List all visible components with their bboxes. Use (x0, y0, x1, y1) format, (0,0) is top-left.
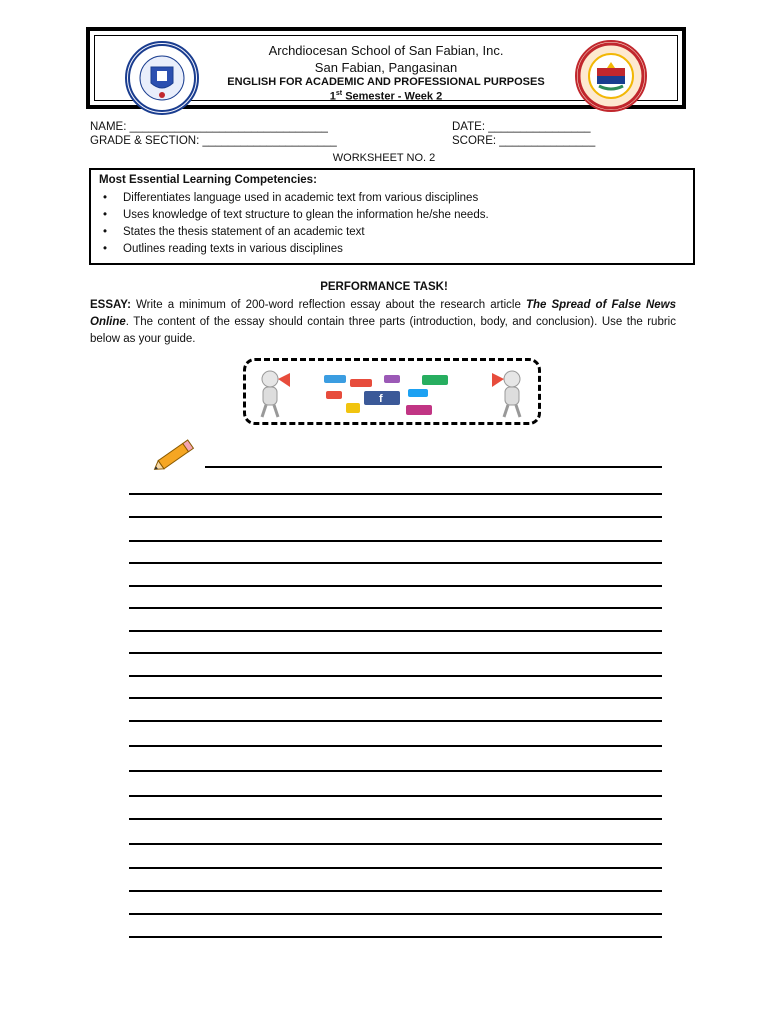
writing-line[interactable] (129, 652, 662, 654)
writing-line[interactable] (129, 540, 662, 542)
writing-line[interactable] (129, 913, 662, 915)
date-field[interactable]: DATE: ________________ (452, 121, 591, 133)
writing-line[interactable] (129, 867, 662, 869)
svg-text:f: f (379, 393, 383, 405)
pencil-icon (150, 433, 200, 477)
writing-line[interactable] (129, 795, 662, 797)
score-field[interactable]: SCORE: _______________ (452, 135, 596, 147)
list-item: • Uses knowledge of text structure to glean the information he/she needs. (103, 209, 489, 221)
megaphone-person-icon (262, 371, 290, 417)
writing-line[interactable] (129, 630, 662, 632)
name-field[interactable]: NAME: _______________________________ (90, 121, 328, 133)
illustration-box (243, 358, 541, 425)
grade-section-field[interactable]: GRADE & SECTION: _____________________ (90, 135, 337, 147)
worksheet-title: WORKSHEET NO. 2 (332, 152, 436, 164)
list-item: • States the thesis statement of an academic text (103, 226, 365, 238)
list-item: • Outlines reading texts in various disciplines (103, 243, 343, 255)
writing-line[interactable] (129, 697, 662, 699)
writing-line[interactable] (129, 890, 662, 892)
performance-task-title: PERFORMANCE TASK! (320, 281, 448, 293)
school-location: San Fabian, Pangasinan (314, 60, 458, 75)
competencies-title: Most Essential Learning Competencies: (99, 174, 317, 186)
writing-line[interactable] (129, 493, 662, 495)
semester-week: 1st Semester - Week 2 (329, 90, 443, 103)
social-media-illustration (246, 361, 538, 422)
competencies-list (103, 190, 489, 258)
writing-line[interactable] (129, 607, 662, 609)
list-item: • Differentiates language used in academic text from various disciplines (103, 192, 479, 204)
competencies-box (89, 168, 695, 265)
writing-line[interactable] (129, 745, 662, 747)
writing-line[interactable] (205, 466, 662, 468)
writing-line[interactable] (129, 516, 662, 518)
writing-line[interactable] (129, 843, 662, 845)
writing-line[interactable] (129, 562, 662, 564)
writing-line[interactable] (129, 585, 662, 587)
writing-line[interactable] (129, 675, 662, 677)
writing-line[interactable] (129, 818, 662, 820)
writing-line[interactable] (129, 936, 662, 938)
school-name: Archdiocesan School of San Fabian, Inc. (268, 43, 504, 58)
megaphone-person-icon (492, 371, 520, 417)
writing-line[interactable] (129, 720, 662, 722)
essay-instructions: ESSAY: Write a minimum of 200-word reflection essay about the research article The Spread of False News Online. The content of the essay should contain three parts (introduction, body, and conclusion). Use the rubric below as your guide. (90, 299, 677, 345)
writing-line[interactable] (129, 770, 662, 772)
subject-title: ENGLISH FOR ACADEMIC AND PROFESSIONAL PURPOSES (227, 76, 545, 88)
